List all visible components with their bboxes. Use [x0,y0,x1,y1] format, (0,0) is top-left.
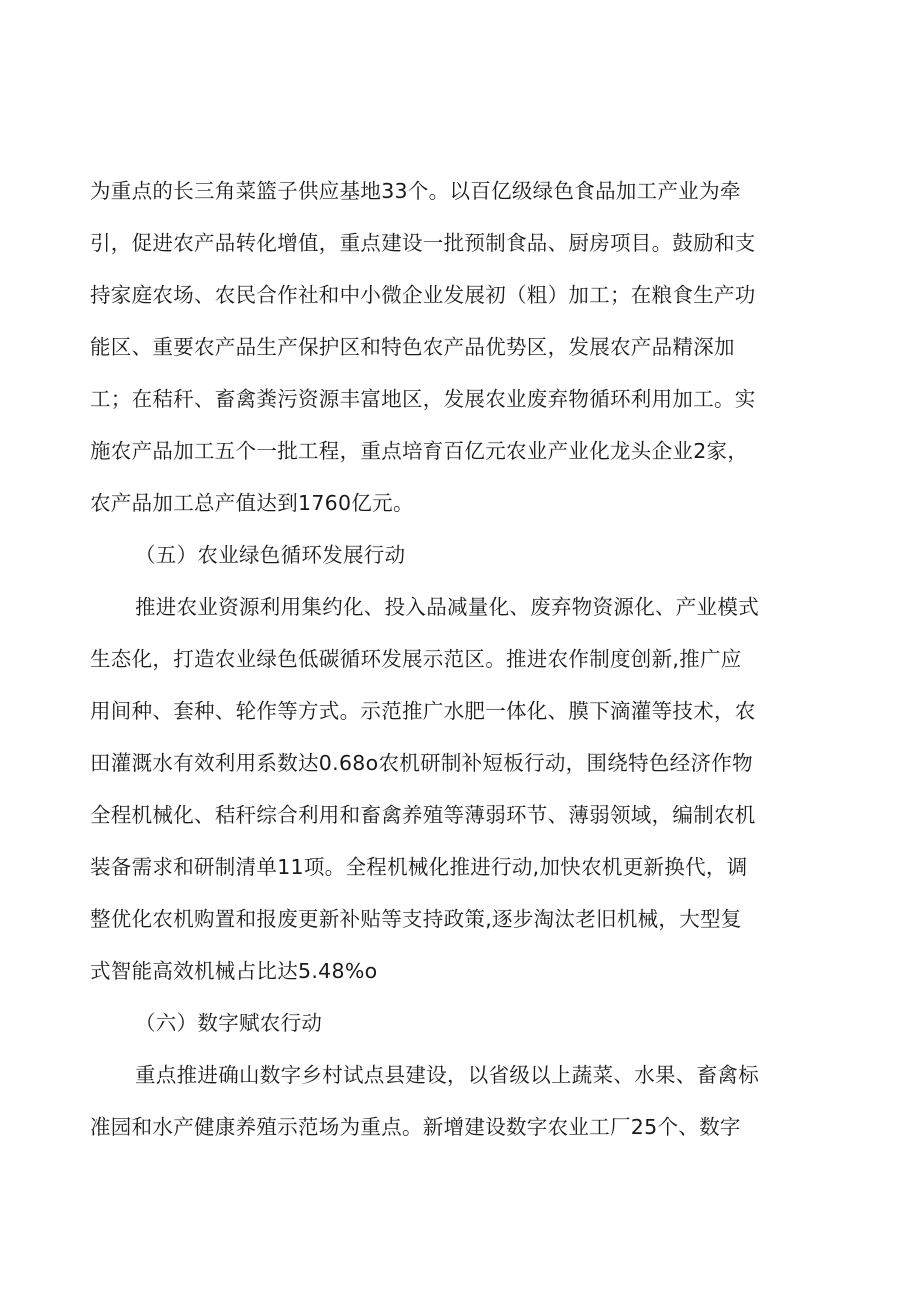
paragraph-line: 工；在秸秆、畜禽粪污资源丰富地区，发展农业废弃物循环利用加工。实 [90,387,756,411]
paragraph-line: 装备需求和研制清单11项。全程机械化推进行动,加快农机更新换代，调 [90,855,748,879]
paragraph-line: 生态化，打造农业绿色低碳循环发展示范区。推进农作制度创新,推广应 [90,647,742,671]
paragraph-line: 全程机械化、秸秆综合利用和畜禽养殖等薄弱环节、薄弱领域，编制农机 [90,803,756,827]
paragraph-line: 能区、重要农产品生产保护区和特色农产品优势区，发展农产品精深加 [90,335,735,359]
paragraph-line: 重点推进确山数字乡村试点县建设，以省级以上蔬菜、水果、畜禽标 [135,1063,759,1087]
paragraph-line: 准园和水产健康养殖示范场为重点。新增建设数字农业工厂25个、数字 [90,1115,741,1139]
paragraph-line: 农产品加工总产值达到1760亿元。 [90,491,414,515]
paragraph-line: 引，促进农产品转化增值，重点建设一批预制食品、厨房项目。鼓励和支 [90,231,756,255]
paragraph-line: 整优化农机购置和报废更新补贴等支持政策,逐步淘汰老旧机械，大型复 [90,907,742,931]
paragraph-line: 施农产品加工五个一批工程，重点培育百亿元农业产业化龙头企业2家， [90,439,749,463]
paragraph-line: 推进农业资源利用集约化、投入品减量化、废弃物资源化、产业模式 [135,595,759,619]
paragraph-line: 田灌溉水有效利用系数达0.68o农机研制补短板行动，围绕特色经济作物 [90,751,753,775]
paragraph-line: 为重点的长三角菜篮子供应基地33个。以百亿级绿色食品加工产业为牵 [90,179,741,203]
section-heading-5: （五）农业绿色循环发展行动 [135,543,406,567]
paragraph-line: 式智能高效机械占比达5.48%o [90,959,378,983]
paragraph-line: 用间种、套种、轮作等方式。示范推广水肥一体化、膜下滴灌等技术，农 [90,699,756,723]
section-heading-6: （六）数字赋农行动 [135,1011,323,1035]
paragraph-line: 持家庭农场、农民合作社和中小微企业发展初（粗）加工；在粮食生产功 [90,283,756,307]
